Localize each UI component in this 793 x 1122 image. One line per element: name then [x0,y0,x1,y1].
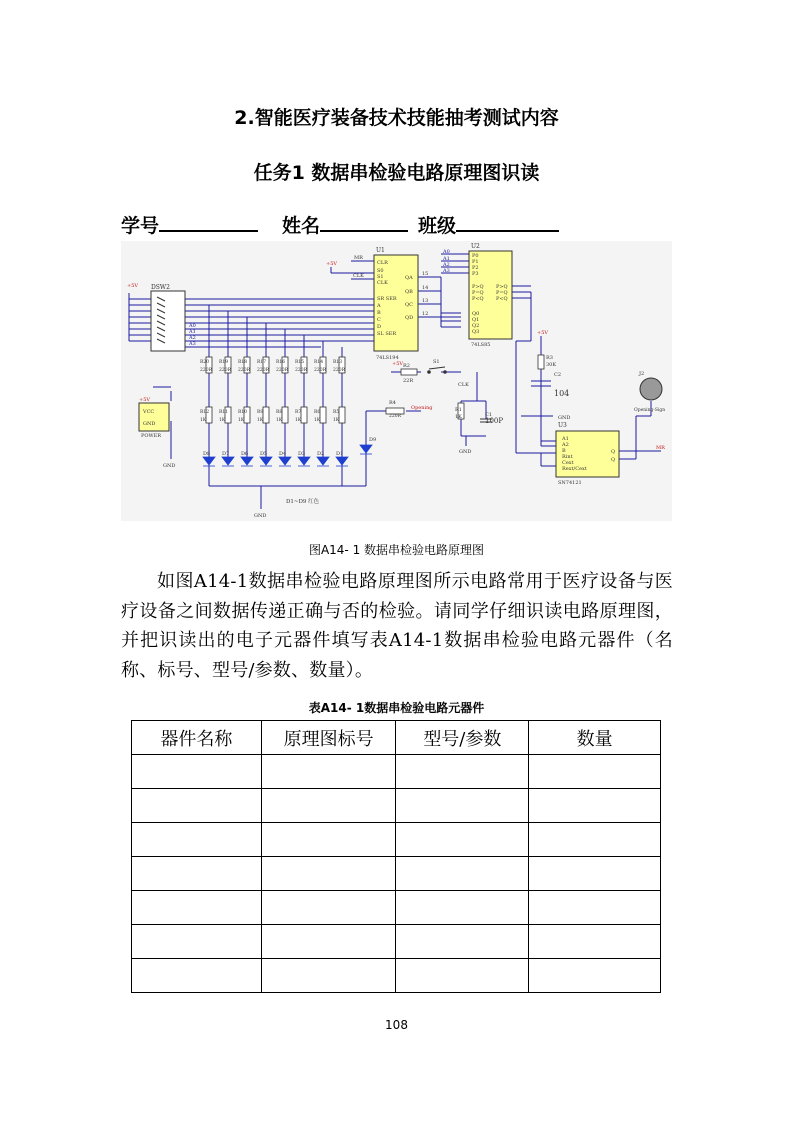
table-cell[interactable] [132,925,262,959]
d5-label: D5 [260,451,268,457]
u2-pin-q2: Q2 [472,323,480,329]
u1-pin-d: D [377,324,382,330]
d1-label: D1 [336,451,344,457]
r4-label: R4 [389,400,396,406]
r14-value: 220R [314,368,326,373]
r15-label: R15 [295,360,305,365]
u1-pin-s1: S1 [377,274,384,280]
table-cell[interactable] [396,857,529,891]
plus5v-s1: +5V [392,361,403,367]
u2-pin-pgtq: P>Q [472,284,484,290]
clk-label: CLK [458,382,469,388]
table-cell[interactable] [529,857,661,891]
r7-label: R7 [295,410,302,415]
table-cell[interactable] [132,857,262,891]
schematic-drawing [121,241,672,521]
clk-label-u1: CLK [353,273,364,279]
u2-part: 74LS85 [471,342,491,348]
table-cell[interactable] [261,857,396,891]
table-row [132,823,661,857]
table-cell[interactable] [261,925,396,959]
table-cell[interactable] [132,789,262,823]
u1-pin-clk: CLK [377,280,388,286]
table-cell[interactable] [396,823,529,857]
c1-value: 100P [485,417,504,425]
table-row [132,959,661,993]
u1-pin-b: B [377,310,381,316]
r17-label: R17 [257,360,267,365]
r12-label: R12 [200,410,210,415]
r15-value: 220R [295,368,307,373]
u2-pin-pltq: P<Q [472,296,484,302]
table-cell[interactable] [529,959,661,993]
student-info-line [121,210,559,238]
table-cell[interactable] [261,755,396,789]
student-name-blank[interactable] [320,210,408,232]
section-heading: 2.智能医疗装备技术技能抽考测试内容 [234,107,559,129]
u1-pin-c: C [377,317,381,323]
table-row [132,857,661,891]
table-cell[interactable] [529,789,661,823]
u1-out-qb: QB [405,289,413,295]
r1-value: 1K [455,414,462,420]
u1-out-qa: QA [405,275,413,281]
r19-label: R19 [219,360,229,365]
s1-label: S1 [433,359,440,365]
u1-pin-s0: S0 [377,268,384,274]
plus5v-r3: +5V [537,330,548,336]
table-cell[interactable] [261,789,396,823]
u3-out-q: Q [611,449,616,455]
u3-pin-b: B [562,448,566,454]
header-model-parameter: 型号/参数 [396,721,529,755]
u3-part: SN74121 [558,480,582,486]
mr-label-u1: MR [354,255,363,261]
r18-value: 220R [238,368,250,373]
components-table [131,720,661,993]
table-cell[interactable] [396,891,529,925]
u2-pin-peqq: P=Q [472,290,484,296]
d8-label: D8 [203,451,211,457]
u2-pin-q0: Q0 [472,311,480,317]
header-quantity: 数量 [529,721,661,755]
r12-value: 1K [200,418,207,423]
u1-out-qc: QC [405,302,413,308]
a1-label-sw: A1 [189,329,196,335]
d6-label: D6 [241,451,249,457]
u2-ref: U2 [471,243,480,250]
s1-contact-right [443,370,447,374]
u2-out-peqq: P=Q [496,290,508,296]
page-number: 108 [385,1018,408,1032]
pin-15: 15 [422,271,429,277]
d4-label: D4 [279,451,287,457]
r18-label: R18 [238,360,248,365]
r3-value: 30K [546,362,557,368]
c2-label: C2 [554,372,562,378]
table-row [132,789,661,823]
u1-pin-a: A [377,303,381,309]
r6-label: R6 [314,410,321,415]
gnd-power: GND [163,463,176,469]
table-cell[interactable] [529,755,661,789]
r17-value: 220R [257,368,269,373]
table-cell[interactable] [132,959,262,993]
u1-pin-sl: SL SER [377,331,397,337]
r11-value: 1K [219,418,226,423]
table-cell[interactable] [132,755,262,789]
r3-label: R3 [546,355,553,361]
pin-12: 12 [422,311,429,317]
table-cell[interactable] [132,823,262,857]
u2-pin-q1: Q1 [472,317,480,323]
table-cell[interactable] [261,891,396,925]
r6-value: 1K [314,418,321,423]
r5-label: R5 [333,410,340,415]
power-label: POWER [141,433,162,439]
table-row [132,925,661,959]
u2-pin-p1: P1 [472,259,479,265]
u2-out-pgtq: P>Q [496,284,508,290]
r2-label: R2 [403,363,410,369]
student-name-label: 姓名 [282,215,321,237]
r3-body [538,355,544,369]
r13-value: 220R [333,368,345,373]
r7-value: 1K [295,418,302,423]
a2-label: A2 [443,262,450,268]
table-cell[interactable] [132,891,262,925]
s1-contact-left [427,370,431,374]
table-cell[interactable] [396,755,529,789]
j2-part: Opening-Sign [634,408,666,413]
a0-label: A0 [443,249,450,255]
student-id-label: 学号 [121,215,160,237]
r11-label: R11 [219,410,229,415]
r5-value: 1K [333,418,340,423]
opening-sign-indicator [640,378,662,400]
pin-14: 14 [422,285,429,291]
d7-label: D7 [222,451,230,457]
task-heading: 任务1 数据串检验电路原理图识读 [253,162,540,184]
a3-label-sw: A3 [189,341,196,347]
u2-pin-p2: P2 [472,265,479,271]
a1-label: A1 [443,256,450,262]
led-note: D1~D9 红色 [286,499,320,505]
r1-label: R1 [455,407,462,413]
r2-body [401,369,417,375]
j2-label: J2 [639,371,645,377]
class-label: 班级 [418,215,457,237]
circuit-schematic [121,241,672,521]
gnd-u3: GND [558,415,571,421]
r9-label: R9 [257,410,264,415]
table-cell[interactable] [396,959,529,993]
u3-out-qbar: Q [611,457,616,463]
r2-value: 22R [403,378,414,384]
r13-label: R13 [333,360,343,365]
r20-value: 220R [200,368,212,373]
u3-ref: U3 [558,422,567,429]
class-blank[interactable] [456,210,559,232]
c1-label: C1 [485,412,493,418]
table-cell[interactable] [396,925,529,959]
u2-pin-p3: P3 [472,271,479,277]
vcc-label: VCC [143,409,155,415]
header-reference-designator: 原理图标号 [261,721,396,755]
r8-value: 1K [276,418,283,423]
u1-pin-clr: CLR [377,260,388,266]
a2-label-sw: A2 [189,335,196,341]
student-id-blank[interactable] [159,210,258,232]
gnd-power-label: GND [143,421,156,427]
r9-value: 1K [257,418,264,423]
u3-pin-cext: Cext [562,460,574,466]
body-paragraph: 如图A14-1数据串检验电路原理图所示电路常用于医疗设备与医疗设备之间数据传递正确与否的检验。请同学仔细识读电路原理图，并把识读出的电子元器件填写表A14-1数据串检验电路元器件（名称、标号、型号/参数、数量）。 [121,571,673,681]
r16-value: 220R [276,368,288,373]
a0-label-sw: A0 [189,323,196,329]
dip-switch-body [151,291,185,351]
table-header-row [132,721,661,755]
plus5v-u1: +5V [326,261,337,267]
r14-label: R14 [314,360,324,365]
r10-label: R10 [238,410,248,415]
gnd-led: GND [254,513,267,519]
table-cell[interactable] [529,823,661,857]
r4-value: 220R [389,414,401,419]
u3-pin-rint: Rint [562,454,573,460]
pin-13: 13 [422,298,429,304]
figure-caption: 图A14- 1 数据串检验电路原理图 [308,543,485,557]
table-cell[interactable] [261,823,396,857]
u1-pin-sr: SR SER [377,296,397,302]
table-row [132,755,661,789]
plus5v-power: +5V [139,397,150,403]
r16-label: R16 [276,360,286,365]
r20-label: R20 [200,360,210,365]
u3-pin-rextcext: Rext/Cext [562,466,587,472]
u3-pin-a2: A2 [562,442,569,448]
u1-ref: U1 [376,247,385,254]
u2-pin-q3: Q3 [472,329,480,335]
u1-out-qd: QD [405,315,414,321]
d3-label: D3 [298,451,306,457]
opening-label: Opening [411,405,433,411]
d2-label: D2 [317,451,325,457]
u2-out-pltq: P<Q [496,296,508,302]
u3-pin-a1: A1 [562,436,569,442]
u2-pin-p0: P0 [472,253,479,259]
header-component-name: 器件名称 [132,721,262,755]
table-row [132,891,661,925]
u1-part: 74LS194 [376,355,399,361]
r19-value: 220R [219,368,231,373]
switch-bank-label: DSW2 [151,284,170,291]
c2-value: 104 [554,389,570,398]
table-cell[interactable] [529,891,661,925]
table-cell[interactable] [529,925,661,959]
mr-label-u3: MR [656,445,665,451]
table-cell[interactable] [261,959,396,993]
table-cell[interactable] [396,789,529,823]
r10-value: 1K [238,418,245,423]
a3-label: A3 [443,268,450,274]
table-caption: 表A14- 1数据串检验电路元器件 [308,701,485,715]
d9-label: D9 [369,437,377,443]
plus5v-switch: +5V [127,283,138,289]
gnd-clk: GND [459,449,472,455]
r8-label: R8 [276,410,283,415]
